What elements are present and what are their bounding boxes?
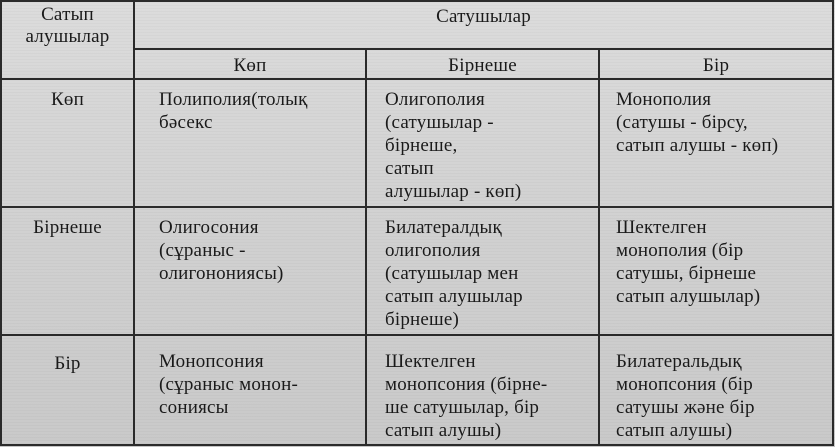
row-header-label: Бірнеше <box>33 217 102 238</box>
cell-line: сатып <box>385 158 434 179</box>
cell-line: Олигополия <box>385 89 485 110</box>
cell-line: Полиполия(толық <box>159 89 308 110</box>
column-header-label: Бір <box>702 55 730 76</box>
cell-line: алушылар - көп) <box>385 181 522 202</box>
row-header-many <box>1 79 134 207</box>
cell-line: Олигосония <box>159 217 259 238</box>
table-cell <box>366 335 599 445</box>
table-row <box>1 79 833 207</box>
cell-line: олигополия <box>385 240 481 261</box>
table-cell <box>134 207 366 335</box>
cell-line: (сұраныс - <box>159 240 246 261</box>
sellers-group-header <box>134 1 833 49</box>
cell-line: бірнеше, <box>385 135 458 156</box>
column-header-one <box>599 49 833 79</box>
column-header-label: Көп <box>233 55 267 76</box>
corner-header-line: Сатып <box>41 4 94 25</box>
cell-line: (сұраныс монон- <box>159 374 298 395</box>
table-row <box>1 207 833 335</box>
cell-line: Монополия <box>616 89 712 110</box>
table-cell <box>134 335 366 445</box>
corner-header-text <box>2 2 133 48</box>
table-cell <box>599 207 833 335</box>
table-cell <box>366 79 599 207</box>
cell-line: (сатушылар - <box>385 112 494 133</box>
column-header-many <box>134 49 366 79</box>
cell-line: Билатеральдық <box>616 351 742 372</box>
cell-line: (сатушылар мен <box>385 263 519 284</box>
cell-line: монопсония (бірне- <box>385 374 548 395</box>
cell-line: бәсекс <box>159 112 213 133</box>
row-header-one <box>1 335 134 445</box>
table-cell <box>366 207 599 335</box>
cell-line: сониясы <box>159 397 229 418</box>
cell-line: сатушы, бірнеше <box>616 263 757 284</box>
table-cell <box>134 79 366 207</box>
cell-line: Билатералдық <box>385 217 502 238</box>
cell-line: ше сатушылар, бір <box>385 397 540 418</box>
cell-line: сатып алушы) <box>385 420 502 441</box>
cell-line: монополия (бір <box>616 240 744 261</box>
table-cell <box>599 79 833 207</box>
cell-line: (сатушы - бірсу, <box>616 112 748 133</box>
row-header-label: Бір <box>54 353 81 374</box>
cell-line: сатып алушылар) <box>616 286 761 307</box>
cell-line: сатып алушы - көп) <box>616 135 779 156</box>
row-header-several <box>1 207 134 335</box>
table-cell <box>599 335 833 445</box>
cell-line: сатып алушылар <box>385 286 523 307</box>
cell-line: олигонониясы) <box>159 263 284 284</box>
row-header-label: Көп <box>51 89 84 110</box>
cell-line: сатушы және бір <box>616 397 755 418</box>
table-row <box>1 335 833 445</box>
cell-line: бірнеше) <box>385 309 460 330</box>
cell-line: монопсония (бір <box>616 374 753 395</box>
cell-line: Шектелген <box>385 351 476 372</box>
corner-header-cell <box>1 1 134 79</box>
corner-header-line: алушылар <box>25 26 110 47</box>
sellers-group-label: Сатушылар <box>436 6 531 27</box>
cell-line: сатып алушы) <box>616 420 733 441</box>
column-header-label: Бірнеше <box>448 55 517 76</box>
cell-line: Монопсония <box>159 351 264 372</box>
cell-line: Шектелген <box>616 217 707 238</box>
column-header-several <box>366 49 599 79</box>
